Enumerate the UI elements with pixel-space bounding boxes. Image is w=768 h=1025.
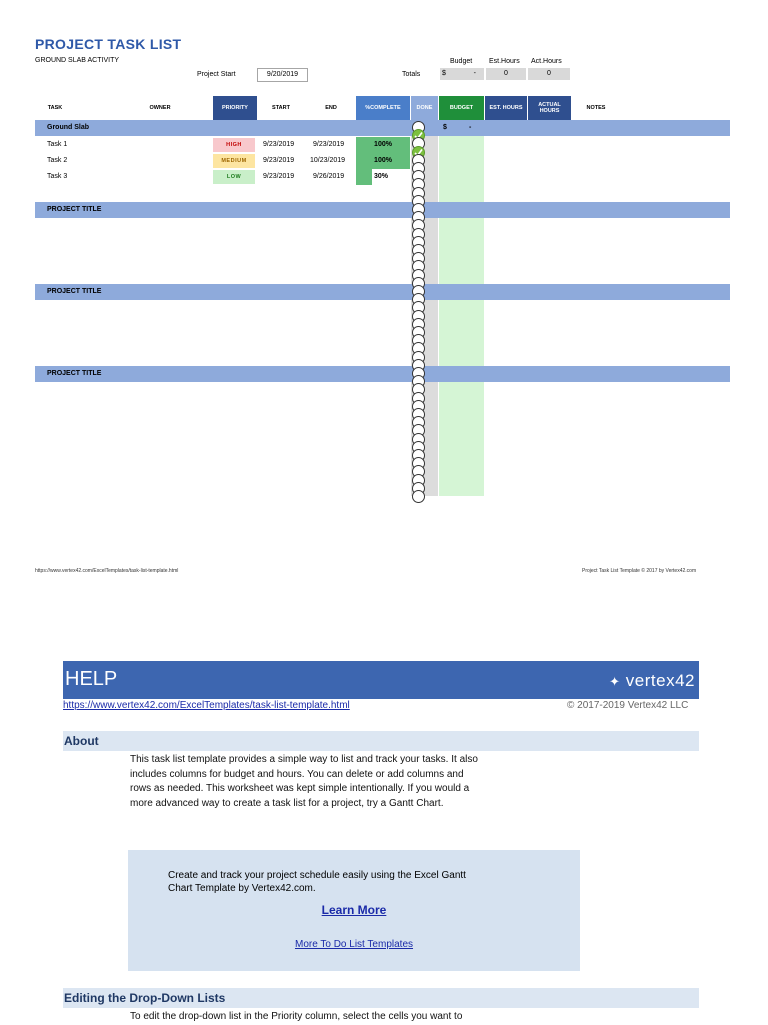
percent-complete: 30% [374, 173, 389, 180]
group-title: PROJECT TITLE [47, 288, 102, 295]
editing-text: To edit the drop-down list in the Priority column, select the cells you want to [130, 1011, 463, 1022]
vertex42-logo [609, 671, 695, 691]
help-title: HELP [65, 668, 118, 690]
group-row-project-title[interactable] [35, 202, 730, 218]
priority-badge[interactable]: LOW [213, 170, 255, 184]
budget-total-value: - [473, 70, 476, 77]
act-hours-total-label: Act.Hours [531, 58, 562, 65]
header-task[interactable]: TASK [47, 105, 63, 111]
table-row[interactable] [35, 169, 730, 185]
help-copyright: © 2017-2019 Vertex42 LLC [567, 700, 689, 711]
table-row[interactable] [35, 137, 730, 153]
promo-line: Chart Template by Vertex42.com. [168, 883, 316, 894]
header-est-hours[interactable]: EST. HOURS [485, 96, 527, 120]
est-hours-total-label: Est.Hours [489, 58, 520, 65]
header-end[interactable]: END [325, 105, 337, 111]
header-owner[interactable]: OWNER [149, 105, 171, 111]
group-row-ground-slab[interactable] [35, 120, 730, 136]
priority-badge[interactable]: MEDIUM [213, 154, 255, 168]
group-title: Ground Slab [47, 124, 89, 131]
gantt-promo-box [128, 850, 580, 971]
done-circle-icon[interactable] [412, 490, 425, 503]
task-end[interactable]: 9/26/2019 [313, 173, 345, 180]
about-line: more advanced way to create a task list for a project, try a Gantt Chart. [130, 797, 444, 809]
about-heading [63, 731, 699, 751]
act-hours-total: 0 [528, 68, 570, 80]
promo-text [168, 869, 568, 895]
header-budget[interactable]: BUDGET [439, 96, 484, 120]
header-priority[interactable]: PRIORITY [213, 96, 257, 120]
about-line: includes columns for budget and hours. You can delete or add columns and [130, 768, 464, 780]
header-start[interactable]: START [272, 105, 290, 111]
sheet-subtitle: GROUND SLAB ACTIVITY [35, 57, 120, 64]
help-header [63, 661, 699, 699]
about-line: This task list template provides a simple way to list and track your tasks. It also [130, 754, 478, 765]
header-done[interactable]: DONE [411, 96, 438, 120]
help-url-link[interactable]: https://www.vertex42.com/ExcelTemplates/task-list-template.html [63, 700, 350, 711]
task-end[interactable]: 10/23/2019 [310, 157, 346, 164]
percent-complete[interactable]: 100% [356, 153, 410, 169]
sheet-footer-copyright: Project Task List Template © 2017 by Vertex42.com [582, 568, 697, 574]
header-complete[interactable]: %COMPLETE [356, 96, 410, 120]
budget-column-bg [439, 136, 484, 496]
logo-text: vertex42 [625, 671, 695, 690]
budget-total [440, 68, 484, 80]
totals-label: Totals [402, 71, 421, 78]
sheet-title: PROJECT TASK LIST [35, 36, 182, 52]
task-start[interactable]: 9/23/2019 [263, 157, 295, 164]
priority-badge[interactable]: HIGH [213, 138, 255, 152]
task-start[interactable]: 9/23/2019 [263, 141, 295, 148]
percent-complete-cell[interactable] [356, 169, 410, 185]
group-row-project-title[interactable] [35, 366, 730, 382]
editing-heading [63, 988, 699, 1008]
logo-mark-icon: ✦ [609, 674, 621, 689]
group-row-project-title[interactable] [35, 284, 730, 300]
group-title: PROJECT TITLE [47, 370, 102, 377]
percent-complete-bar [356, 169, 372, 185]
budget-total-label: Budget [450, 58, 473, 65]
sheet-footer-url[interactable]: https://www.vertex42.com/ExcelTemplates/task-list-template.html [35, 568, 179, 574]
task-name[interactable]: Task 3 [47, 173, 68, 180]
group-title: PROJECT TITLE [47, 206, 102, 213]
budget-total-currency: $ [442, 70, 446, 77]
est-hours-total: 0 [486, 68, 526, 80]
task-name[interactable]: Task 2 [47, 157, 68, 164]
project-start-input[interactable]: 9/20/2019 [257, 68, 308, 82]
promo-line: Create and track your project schedule easily using the Excel Gantt [168, 870, 466, 881]
editing-heading-text: Editing the Drop-Down Lists [64, 991, 226, 1005]
task-end[interactable]: 9/23/2019 [313, 141, 345, 148]
project-start-label: Project Start [197, 71, 236, 78]
percent-complete[interactable]: 100% [356, 137, 410, 153]
about-heading-text: About [64, 734, 99, 748]
group-budget-value: - [469, 124, 472, 131]
group-budget-currency: $ [443, 124, 447, 131]
task-name[interactable]: Task 1 [47, 141, 68, 148]
learn-more-link[interactable]: Learn More [321, 903, 387, 917]
header-notes[interactable]: NOTES [586, 105, 606, 111]
header-actual-hours[interactable]: ACTUAL HOURS [528, 96, 571, 120]
task-start[interactable]: 9/23/2019 [263, 173, 295, 180]
about-text [130, 753, 600, 811]
more-templates-link[interactable]: More To Do List Templates [294, 939, 414, 950]
table-row[interactable] [35, 153, 730, 169]
about-line: rows as needed. This worksheet was kept simple intentionally. If you would a [130, 783, 470, 794]
